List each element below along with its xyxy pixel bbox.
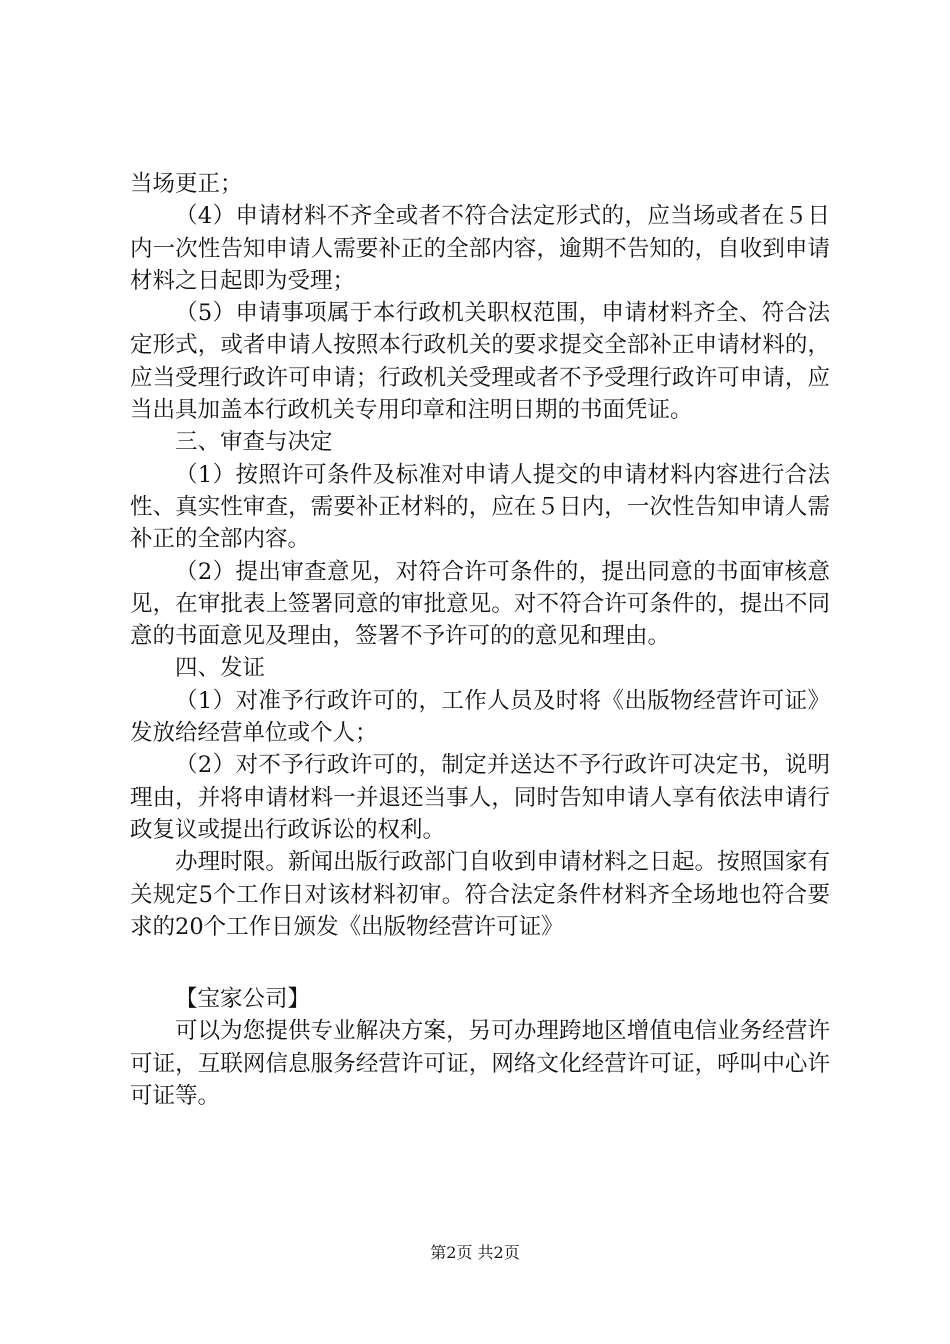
page-number-footer: 第2页 共2页 bbox=[430, 1243, 520, 1262]
section-heading-certificate: 四、发证 bbox=[175, 655, 266, 682]
paragraph-certificate-2: （2）对不予行政许可的，制定并送达不予行政许可决定书，说明理由，并将申请材料一并退还当事人，同时告知申请人享有依法申请行政复议或提出行政诉讼的权利。 bbox=[130, 752, 830, 843]
company-heading: 【宝家公司】 bbox=[175, 986, 311, 1013]
paragraph-continuation: 当场更正； bbox=[130, 171, 243, 197]
paragraph-review-1: （1）按照许可条件及标准对申请人提交的申请材料内容进行合法性、真实性审查，需要补正材料的，应在５日内，一次性告知申请人需补正的全部内容。 bbox=[130, 461, 830, 553]
document-body bbox=[130, 168, 830, 1112]
section-heading-review: 三、审查与决定 bbox=[175, 429, 333, 456]
paragraph-gap bbox=[130, 943, 830, 983]
paragraph-item-5: （5）申请事项属于本行政机关职权范围，申请材料齐全、符合法定形式，或者申请人按照本行政机关的要求提交全部补正申请材料的，应当受理行政许可申请；行政机关受理或者不予受理行政许可申请，应当出具加盖本行政机关专用印章和注明日期的书面凭证。 bbox=[130, 300, 830, 424]
paragraph-item-4: （4）申请材料不齐全或者不符合法定形式的，应当场或者在５日内一次性告知申请人需要补正的全部内容，逾期不告知的，自收到申请材料之日起即为受理； bbox=[130, 203, 830, 294]
company-description: 可以为您提供专业解决方案，另可办理跨地区增值电信业务经营许可证，互联网信息服务经营许可证，网络文化经营许可证，呼叫中心许可证等。 bbox=[130, 1018, 830, 1110]
paragraph-review-2: （2）提出审查意见，对符合许可条件的，提出同意的书面审核意见，在审批表上签署同意的审批意见。对不符合许可条件的，提出不同意的书面意见及理由，签署不予许可的的意见和理由。 bbox=[130, 558, 830, 650]
paragraph-time-limit: 办理时限。新闻出版行政部门自收到申请材料之日起。按照国家有关规定5个工作日对该材料初审。符合法定条件材料齐全场地也符合要求的20个工作日颁发《出版物经营许可证》 bbox=[130, 849, 830, 940]
paragraph-certificate-1: （1）对准予行政许可的，工作人员及时将《出版物经营许可证》发放给经营单位或个人； bbox=[130, 687, 830, 747]
